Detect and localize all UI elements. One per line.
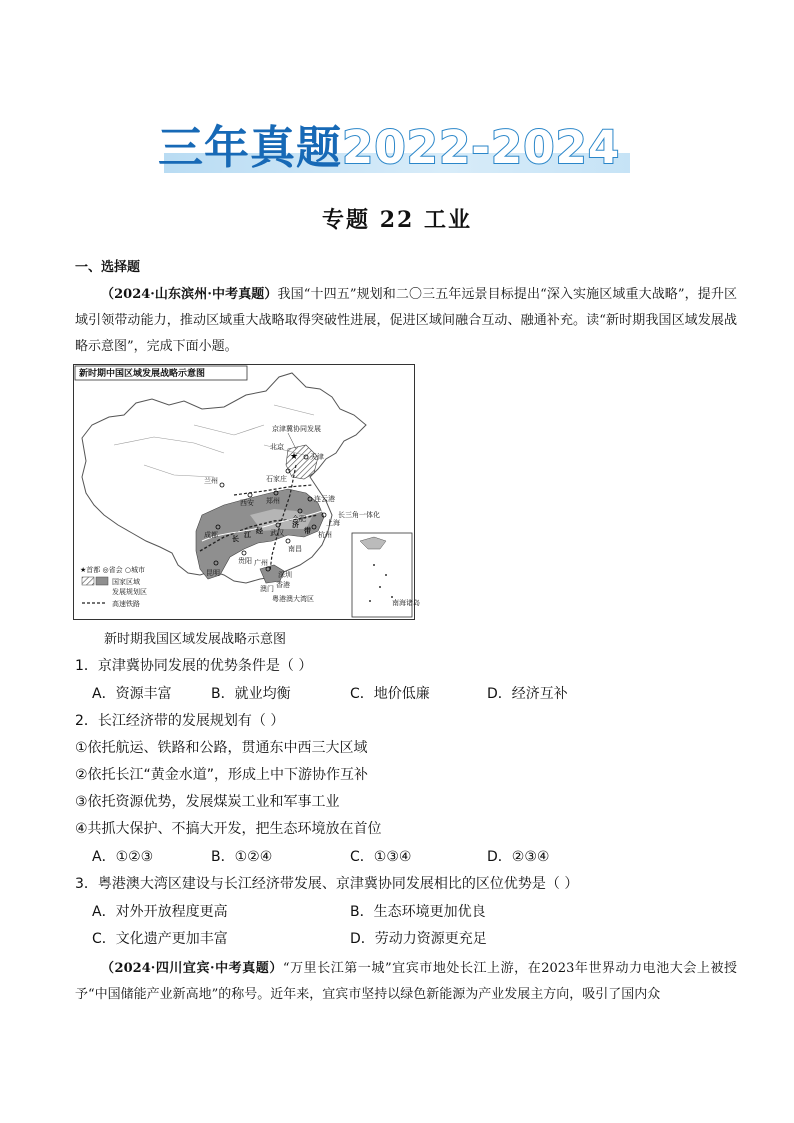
q1-option-b: B．就业均衡 [211,686,291,702]
map-label: 杭州 [318,531,332,539]
china-region-map [73,364,420,620]
island-dot [385,574,387,576]
q3-option-d: D．劳动力资源更充足 [350,931,487,947]
intro-text: “万里长江第一城”宜宾市地处长江上游，在2023年世界动力电池大会上被授予“中国储能产业新高地”的称号。近年来，宜宾市坚持以绿色新能源为产业发展主方向，吸引了国内众 [75,961,737,1002]
source-tag: （2024·四川宜宾·中考真题） [101,961,283,976]
map-caption: 新时期我国区域发展战略示意图 [104,632,287,647]
legend-symbols: ★首都 ◎省会 ○城市 [80,566,145,574]
q2-statement-2: ②依托长江“黄金水道”，形成上中下游协作互补 [75,767,369,783]
question-2-stem: 2．长江经济带的发展规划有（ ） [75,713,285,729]
source-tag: （2024·山东滨州·中考真题） [101,287,278,302]
q2-statement-3: ③依托资源优势，发展煤炭工业和军事工业 [75,794,340,810]
map-label: 长 [232,535,239,543]
map-title: 新时期中国区域发展战略示意图 [79,369,206,379]
map-label: 合肥 [292,515,306,523]
map-label: 香港 [276,581,290,589]
map-label: 澳门 [260,585,274,593]
question-1-stem: 1．京津冀协同发展的优势条件是（ ） [75,658,313,674]
map-label: 南海诸岛 [392,599,420,607]
question-3-stem: 3．粤港澳大湾区建设与长江经济带发展、京津冀协同发展相比的区位优势是（ ） [75,876,579,892]
title-banner [158,118,636,178]
island-dot [391,596,393,598]
banner-part1: 三年真题 [158,121,343,174]
map-label: 经 [256,527,263,535]
map-label: 武汉 [270,529,284,537]
q2-statement-4: ④共抓大保护、不搞大开发，把生态环境放在首位 [75,821,382,837]
intro-paragraph-1 [75,282,737,360]
banner-text [158,118,636,178]
q1-option-a: A．资源丰富 [92,686,172,702]
map-label: 带 [304,527,311,535]
island-dot [369,600,371,602]
map-label: 深圳 [278,571,292,579]
legend-gray-swatch [96,577,108,585]
map-label: 石家庄 [266,475,287,483]
map-label: 京津冀协同发展 [272,425,321,433]
intro-text: 我国“十四五”规划和二〇三五年远景目标提出“深入实施区域重大战略”，提升区域引领带动能力，推动区域重大战略取得突破性进展，促进区域间融合互动、融通补充。读“新时期我国区域发展战略示意图”，完成下面小题。 [75,287,737,354]
map-label: 上海 [326,519,340,527]
map-label: 天津 [310,453,324,461]
map-label: 贵阳 [238,557,252,565]
q2-option-b: B．①②④ [211,849,273,865]
q2-option-a: A．①②③ [92,849,154,865]
map-label: 长三角一体化 [338,511,380,519]
q3-option-a: A．对外开放程度更高 [92,904,228,920]
banner-part2: 2022-2024 [342,121,621,174]
map-label: 南昌 [288,545,302,553]
legend-label: 发展规划区 [112,588,147,596]
q2-option-d: D．②③④ [487,849,550,865]
section-heading: 一、选择题 [75,260,141,275]
island-dot [379,586,381,588]
q3-option-b: B．生态环境更加优良 [350,904,486,920]
q3-option-c: C．文化遗产更加丰富 [92,931,228,947]
q2-statement-1: ①依托航运、铁路和公路，贯通东中西三大区域 [75,740,368,756]
subject-title: 专题 22 工业 [322,207,472,233]
map-label: 昆明 [206,569,220,577]
map-label: 兰州 [204,477,218,485]
map-label: 成都 [204,531,218,539]
island-dot [373,564,375,566]
map-label: 北京 [270,443,284,451]
legend-hatch-swatch [82,577,94,585]
intro-paragraph-2 [75,956,737,1008]
map-label: 西安 [240,499,254,507]
map-label: 江 [244,531,251,539]
q1-option-c: C．地价低廉 [350,686,430,702]
map-label: 郑州 [266,497,280,505]
map-label: 粤港澳大湾区 [272,595,314,603]
capital-star-icon: ★ [290,452,299,462]
legend-label: 高速铁路 [112,600,140,608]
map-label: 济 [292,521,299,529]
q1-option-d: D．经济互补 [487,686,568,702]
map-label: 广州 [254,559,268,567]
q2-option-c: C．①③④ [350,849,412,865]
map-label: 连云港 [314,495,335,503]
map-graphic [74,365,420,619]
legend-label: 国家区域 [112,578,140,586]
